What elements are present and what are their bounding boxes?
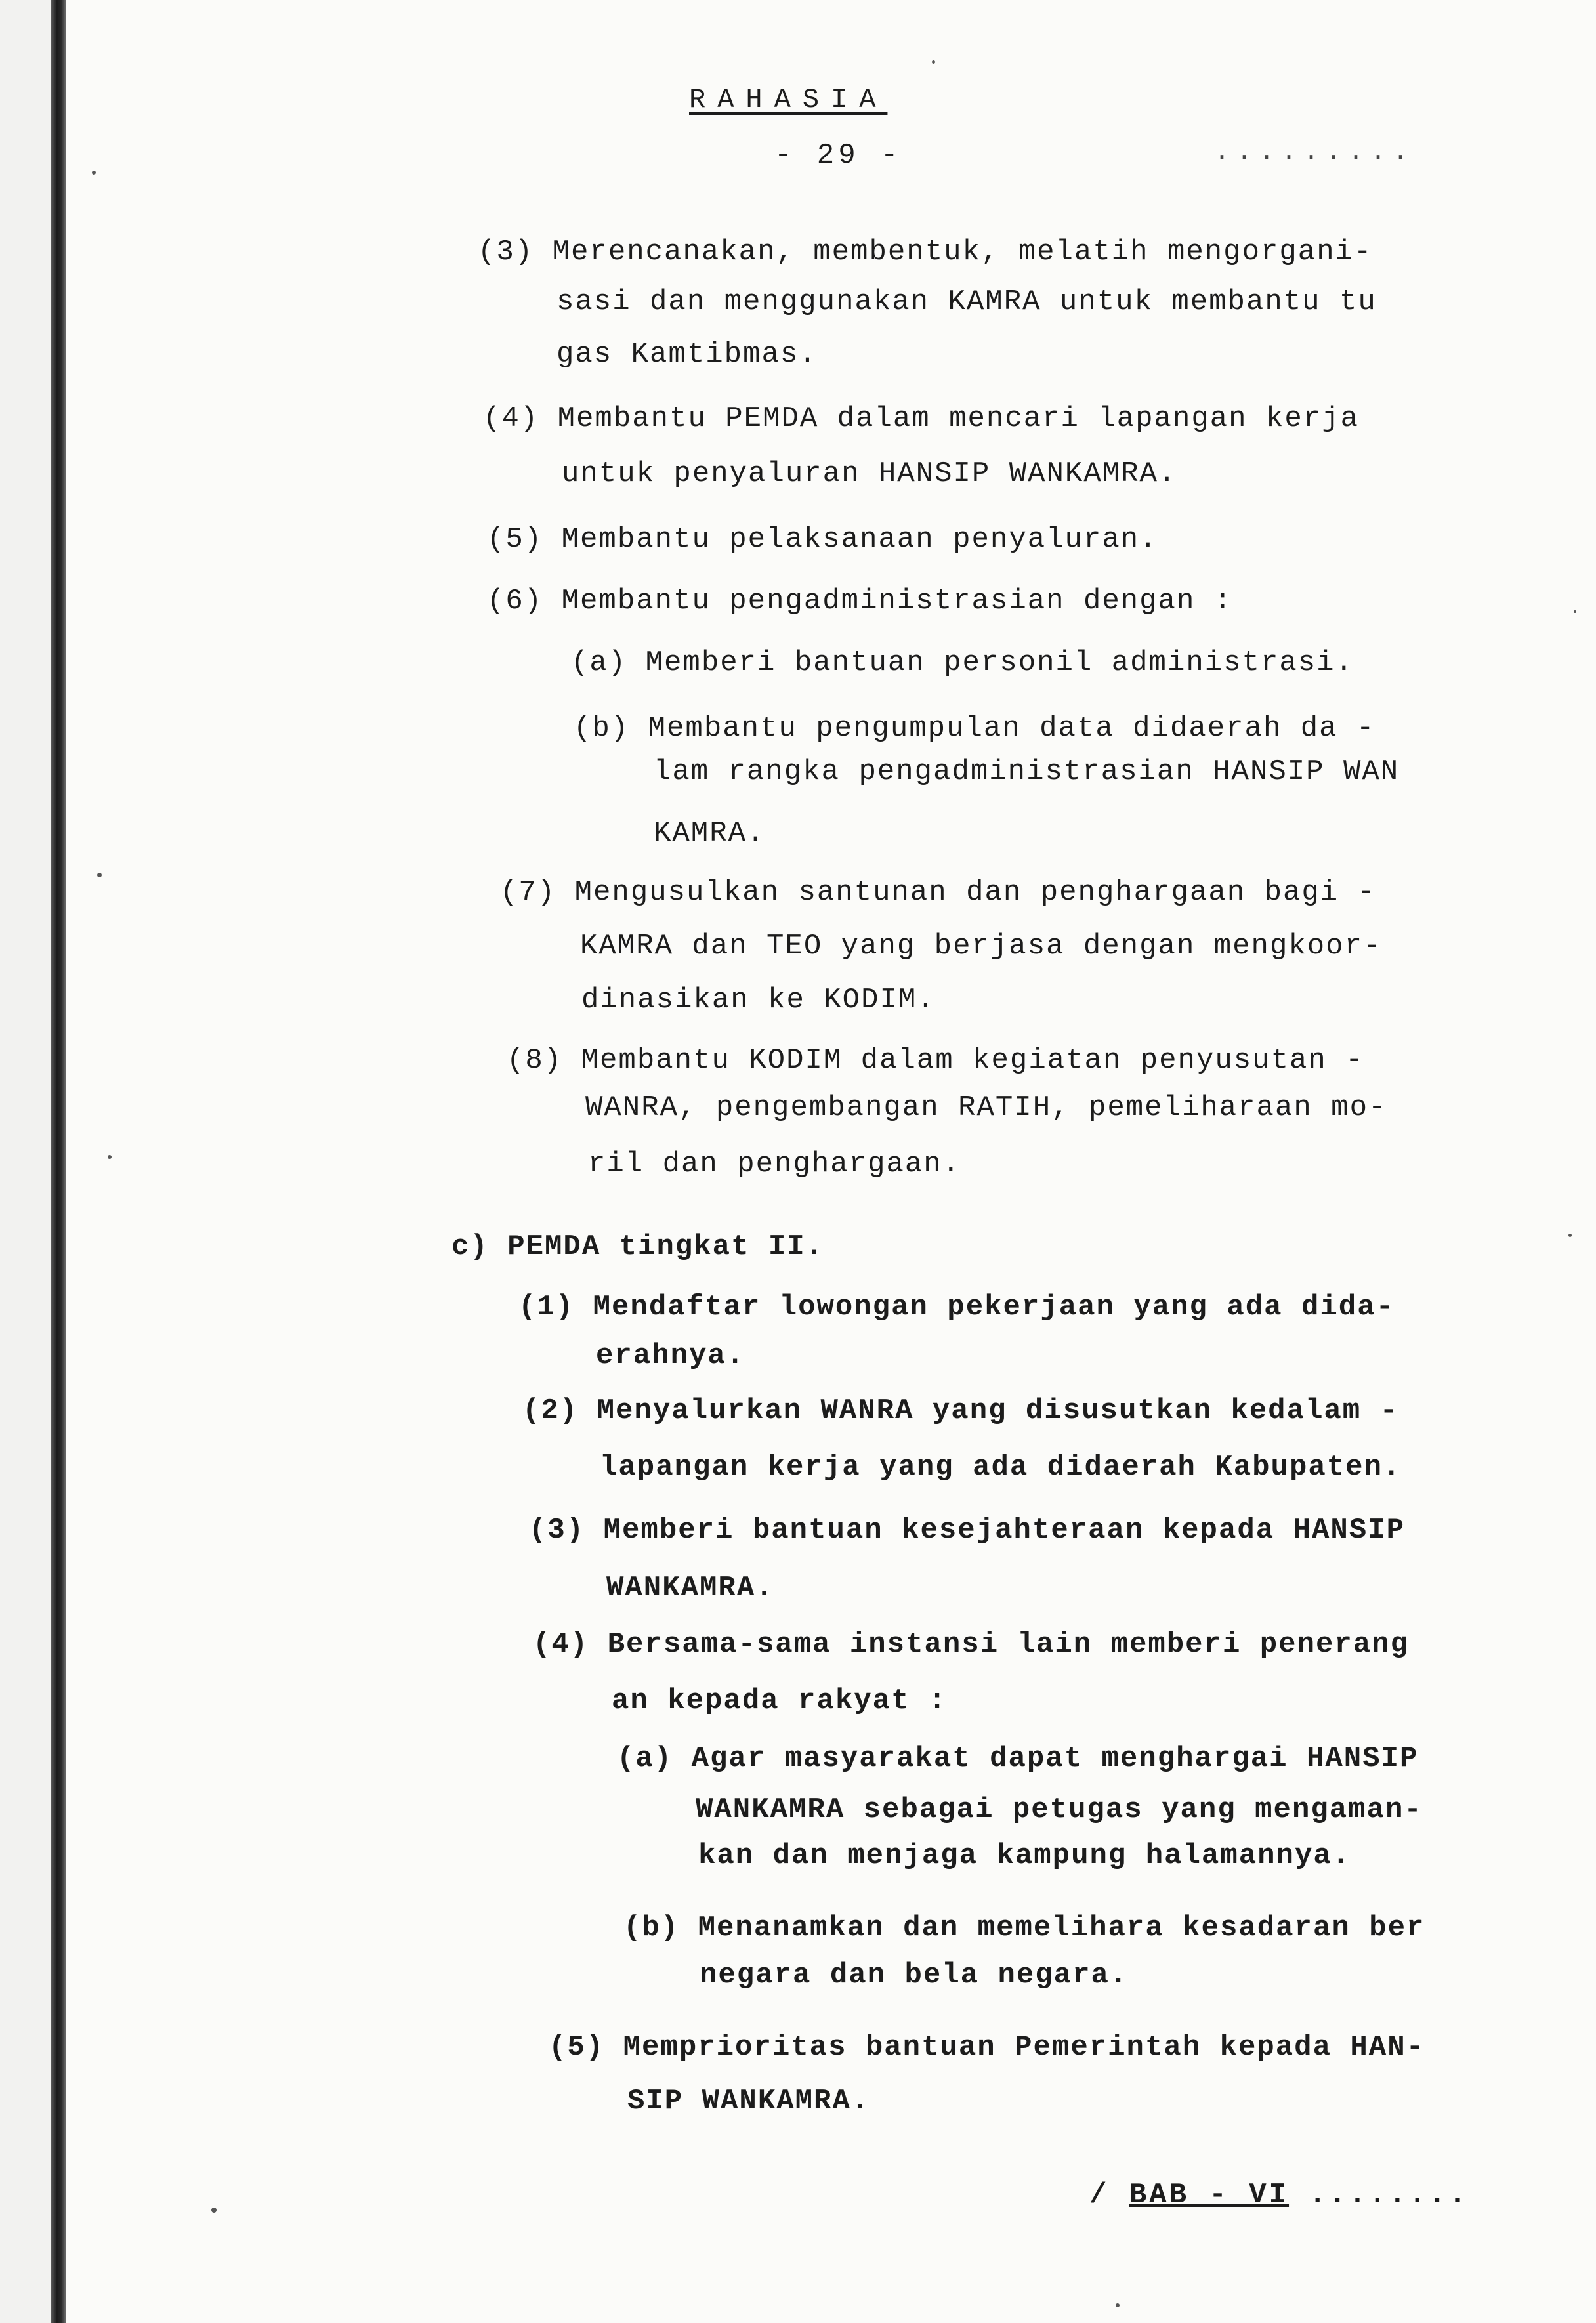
text-line: (1) Mendaftar lowongan pekerjaan yang ada dida- bbox=[518, 1291, 1395, 1324]
scan-speck bbox=[1568, 1234, 1572, 1237]
text-line: (3) Merencanakan, membentuk, melatih mengorgani- bbox=[478, 236, 1373, 268]
footer-bab-label: BAB - VI bbox=[1129, 2179, 1290, 2211]
text-line: untuk penyaluran HANSIP WANKAMRA. bbox=[562, 457, 1177, 490]
text-line: WANKAMRA. bbox=[606, 1572, 774, 1604]
text-line: lapangan kerja yang ada didaerah Kabupaten. bbox=[600, 1451, 1402, 1484]
text-line: WANKAMRA sebagai petugas yang mengaman- bbox=[696, 1793, 1423, 1826]
text-line: an kepada rakyat : bbox=[612, 1685, 948, 1717]
text-line: KAMRA. bbox=[654, 817, 766, 850]
text-line: (8) Membantu KODIM dalam kegiatan penyusutan - bbox=[507, 1044, 1364, 1077]
text-line: (a) Agar masyarakat dapat menghargai HANSIP bbox=[617, 1742, 1419, 1775]
text-line: (5) Membantu pelaksanaan penyaluran. bbox=[487, 523, 1158, 556]
text-line: (b) Membantu pengumpulan data didaerah da - bbox=[574, 712, 1376, 745]
text-line: (7) Mengusulkan santunan dan penghargaan bagi - bbox=[500, 876, 1377, 909]
scan-speck bbox=[1574, 610, 1576, 613]
text-line: (a) Memberi bantuan personil administrasi. bbox=[571, 646, 1354, 679]
text-line: (2) Menyalurkan WANRA yang disusutkan kedalam - bbox=[522, 1394, 1399, 1427]
binding-margin bbox=[0, 0, 51, 2323]
scan-speck bbox=[932, 60, 935, 64]
text-line: ril dan penghargaan. bbox=[588, 1148, 961, 1181]
text-line: lam rangka pengadministrasian HANSIP WAN bbox=[654, 755, 1400, 788]
text-line: gas Kamtibmas. bbox=[556, 338, 818, 371]
scan-speck bbox=[108, 1155, 112, 1159]
binding-edge bbox=[51, 0, 66, 2323]
next-section-reference bbox=[1089, 2179, 1469, 2211]
scan-speck bbox=[92, 171, 96, 175]
scan-speck bbox=[211, 2208, 217, 2213]
text-line: (4) Bersama-sama instansi lain memberi penerang bbox=[533, 1628, 1410, 1661]
scan-speck bbox=[1116, 2303, 1120, 2307]
text-line: WANRA, pengembangan RATIH, pemeliharaan mo- bbox=[585, 1091, 1387, 1124]
text-line: (5) Memprioritas bantuan Pemerintah kepada HAN- bbox=[549, 2031, 1425, 2064]
text-line: (6) Membantu pengadministrasian dengan : bbox=[487, 585, 1233, 617]
text-line: SIP WANKAMRA. bbox=[627, 2085, 870, 2118]
text-line: dinasikan ke KODIM. bbox=[581, 984, 936, 1016]
page-number: - 29 - bbox=[774, 139, 902, 172]
footer-dots: ........ bbox=[1309, 2179, 1469, 2211]
text-line: kan dan menjaga kampung halamannya. bbox=[698, 1839, 1351, 1872]
text-line: (4) Membantu PEMDA dalam mencari lapangan kerja bbox=[483, 402, 1360, 435]
text-line: sasi dan menggunakan KAMRA untuk membantu tu bbox=[556, 285, 1377, 318]
section-heading: c) PEMDA tingkat II. bbox=[452, 1230, 825, 1263]
text-line: negara dan bela negara. bbox=[700, 1959, 1129, 1992]
scan-speck bbox=[97, 873, 102, 877]
header-dots: ......... bbox=[1214, 138, 1416, 167]
text-line: erahnya. bbox=[596, 1339, 746, 1372]
footer-prefix: / bbox=[1089, 2179, 1110, 2211]
text-line: (3) Memberi bantuan kesejahteraan kepada HANSIP bbox=[529, 1514, 1406, 1547]
classification-header: RAHASIA bbox=[689, 84, 888, 115]
text-line: (b) Menanamkan dan memelihara kesadaran ber bbox=[623, 1912, 1425, 1944]
text-line: KAMRA dan TEO yang berjasa dengan mengkoor- bbox=[580, 930, 1382, 963]
